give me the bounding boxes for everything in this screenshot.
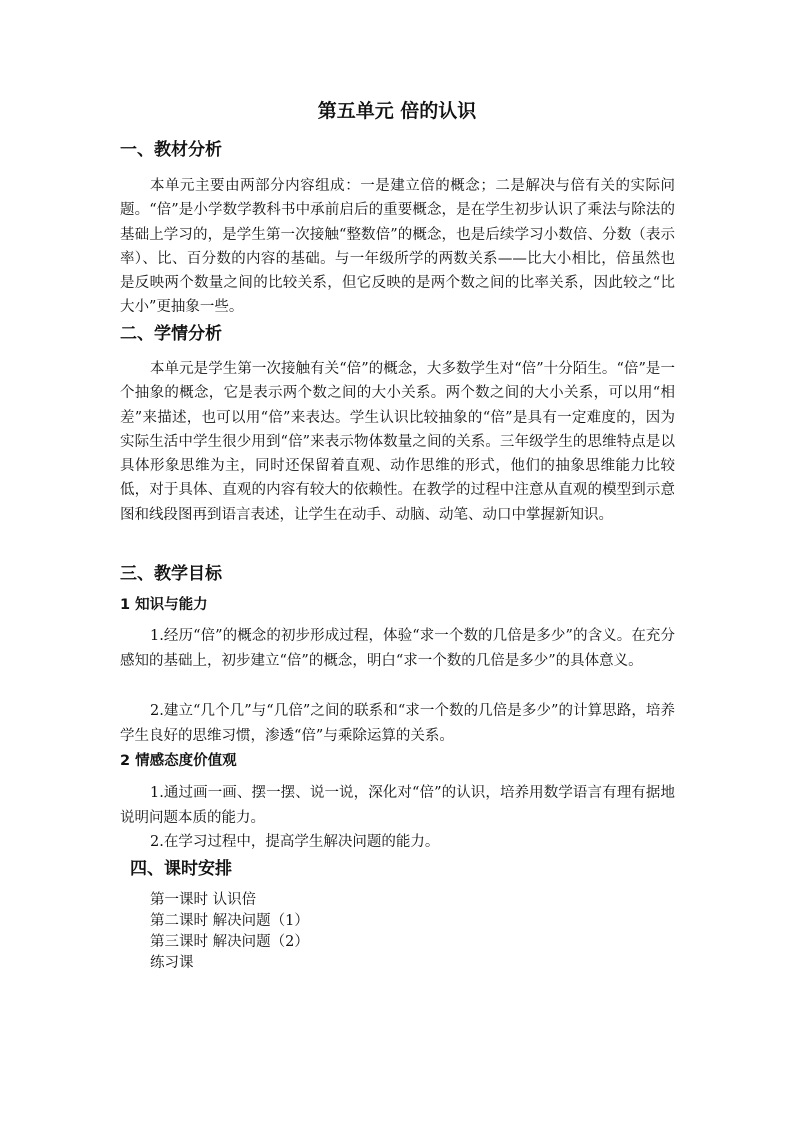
section-heading-teaching-goals: 三、教学目标 — [120, 564, 222, 584]
subheading-emotion-values: 2 情感态度价值观 — [120, 753, 237, 769]
paragraph-textbook-analysis: 本单元主要由两部分内容组成：一是建立倍的概念；二是解决与倍有关的实际问题。“倍”是小学数学教科书中承前启后的重要概念，是在学生初步认识了乘法与除法的基础上学习的，是学生第一次接触“整数倍”的概念，也是后续学习小数倍、分数（表示率）、比、百分数的内容的基础。与一年级所学的两数关系——比大小相比，倍虽然也是反映两个数量之间的比较关系，但它反映的是两个数之间的比率关系，因此较之“比大小”更抽象一些。 — [120, 178, 675, 316]
schedule-list — [150, 890, 309, 974]
section-heading-schedule: 四、课时安排 — [130, 859, 232, 879]
goal-knowledge-item-1: 1.经历“倍”的概念的初步形成过程，体验“求一个数的几倍是多少”的含义。在充分感知的基础上，初步建立“倍”的概念，明白“求一个数的几倍是多少”的具体意义。 — [120, 628, 675, 669]
schedule-item: 第二课时 解决问题（1） — [150, 913, 309, 929]
section-heading-student-analysis: 二、学情分析 — [120, 324, 222, 344]
subheading-knowledge-ability: 1 知识与能力 — [120, 597, 208, 613]
section-heading-textbook-analysis: 一、教材分析 — [120, 140, 222, 160]
goal-emotion-item-1: 1.通过画一画、摆一摆、说一说，深化对“倍”的认识，培养用数学语言有理有据地说明问题本质的能力。 — [120, 785, 675, 826]
schedule-item: 第三课时 解决问题（2） — [150, 934, 309, 950]
page-title: 第五单元 倍的认识 — [317, 100, 477, 122]
schedule-item: 第一课时 认识倍 — [150, 892, 257, 908]
goal-emotion-item-2: 2.在学习过程中，提高学生解决问题的能力。 — [150, 834, 440, 850]
schedule-item: 练习课 — [150, 955, 194, 971]
paragraph-student-analysis: 本单元是学生第一次接触有关“倍”的概念，大多数学生对“倍”十分陌生。“倍”是一个抽象的概念，它是表示两个数之间的大小关系。两个数之间的大小关系，可以用“相差”来描述，也可以用“倍”来表达。学生认识比较抽象的“倍”是具有一定难度的，因为实际生活中学生很少用到“倍”来表示物体数量之间的关系。三年级学生的思维特点是以具体形象思维为主，同时还保留着直观、动作思维的形式，他们的抽象思维能力比较低，对于具体、直观的内容有较大的依赖性。在教学的过程中注意从直观的模型到示意图和线段图再到语言表述，让学生在动手、动脑、动笔、动口中掌握新知识。 — [120, 361, 675, 523]
goal-knowledge-item-2: 2.建立“几个几”与“几倍”之间的联系和“求一个数的几倍是多少”的计算思路，培养学生良好的思维习惯，渗透“倍”与乘除运算的关系。 — [120, 703, 675, 744]
